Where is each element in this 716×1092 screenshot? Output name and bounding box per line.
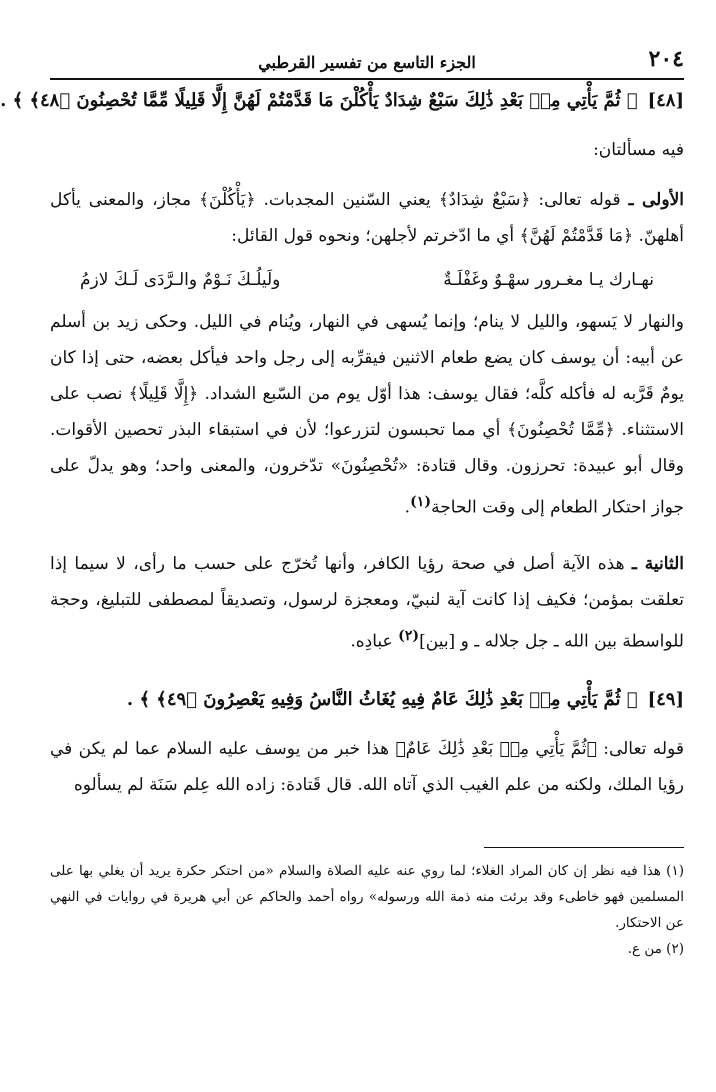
first-issue-continuation-text: والنهار لا يَسهو، والليل لا ينام؛ وإنما يُسهى في النهار، ويُنام في الليل. وحكى زيد بن أسلم عن أبيه: أن يوسف كان يضع طعام الاثنين فيقرِّبه إلى رجل واحد فيأكل بعضه، حتى إذا كان يومٌ قَرَّبه له فأكله كلَّه؛ فقال يوسف: هذا أوّل يوم من السّبع الشداد. ﴿إِلَّا قَلِيلًا﴾ نصب على الاستثناء. ﴿مِّمَّا تُحْصِنُونَ﴾ أي مما تحبسون لتزرعوا؛ لأن في استبقاء البذر تحصين الأقوات. وقال أبو عبيدة: تحرزون. وقال قتادة: «تُحْصِنُونَ» تدّخرون، والمعنى واحد؛ وهو يدلّ على جواز احتكار الطعام إلى وقت الحاجة <box>50 312 684 518</box>
verse-text: ﴿ ثُمَّ يَأْتِي مِنۢ بَعْدِ ذَٰلِكَ سَبْعٌ شِدَادٌ يَأْكُلْنَ مَا قَدَّمْتُمْ لَهُنَّ إِلَّا قَلِيلًا مِّمَّا تُحْصِنُونَ ﴿٤٨﴾ ﴾ . <box>0 90 638 111</box>
poem-verse <box>50 260 684 300</box>
second-issue-end: عبادِه. <box>350 631 399 652</box>
first-issue-continuation <box>50 304 684 526</box>
footnote-ref-1[interactable]: (١) <box>410 494 432 510</box>
verse-number: [٤٩] <box>647 689 684 711</box>
punctuation: . <box>404 497 411 518</box>
issues-intro: فيه مسألتان: <box>593 140 684 160</box>
page-header <box>50 38 684 80</box>
poem-hemistich-left: ولَيلُـكَ نَـوْمٌ والـرَّدَى لَـكَ لازمُ <box>80 270 281 290</box>
footnote-ref-2[interactable]: (٢) <box>398 627 420 644</box>
running-title: الجزء التاسع من تفسير القرطبي <box>258 53 476 72</box>
first-issue-label: الأولى ـ <box>628 190 684 210</box>
second-issue-text: هذه الآية أصل في صحة رؤيا الكافر، وأنها تُخرّج على حسب ما رأى، لا سيما إذا تعلقت بمؤمن؛ فكيف إذا كانت آية لنبيّ، ومعجزة لرسول، وتصديقاً لمصطفى للتبليغ، وحجة للواسطة بين الله ـ جل جلاله ـ و [بين] <box>50 553 684 652</box>
verse-49-commentary: قوله تعالى: ﴿ثُمَّ يَأْتِي مِنۢ بَعْدِ ذَٰلِكَ عَامٌ﴾ هذا خبر من يوسف عليه السلام عما لم يكن في رؤيا الملك، ولكنه من علم الغيب الذي آتاه الله. قال قَتادة: زاده الله عِلم سَنَة لم يسألوه <box>50 739 684 796</box>
verse-49 <box>50 683 684 717</box>
poem-hemistich-right: نهـارك يـا مغـرور سهْـوٌ وغَفْلَـةٌ <box>443 270 654 290</box>
page-number: ٢٠٤ <box>648 46 684 72</box>
footnote-2: (٢) من ع. <box>627 941 684 958</box>
footnote-1: (١) هذا فيه نظر إن كان المراد الغلاء؛ لما روي عنه عليه الصلاة والسلام «من احتكر حكرة يريد أن يغلي بها على المسلمين فهو خاطىء وقد برئت منه ذمة الله ورسوله» رواه أحمد والحاكم عن أبي هريرة في روايات في النهي عن الاحتكار. <box>50 863 684 932</box>
footnote-divider <box>484 847 684 848</box>
verse-text: ﴿ ثُمَّ يَأْتِي مِنۢ بَعْدِ ذَٰلِكَ عَامٌ فِيهِ يُغَاثُ النَّاسُ وَفِيهِ يَعْصِرُونَ ﴿٤٩﴾ ﴾ . <box>126 689 638 711</box>
page <box>0 38 684 962</box>
verse-48 <box>0 84 684 118</box>
first-issue-text: قوله تعالى: ﴿سَبْعٌ شِدَادٌ﴾ يعني السّنين المجدبات. ﴿يَأْكُلْنَ﴾ مجاز، والمعنى يأكل أهلهنّ. ﴿مَا قَدَّمْتُمْ لَهُنَّ﴾ أي ما ادّخرتم لأجلهن؛ ونحوه قول القائل: <box>50 190 684 246</box>
verse-number: [٤٨] <box>647 90 684 111</box>
second-issue-paragraph <box>50 546 684 660</box>
first-issue-paragraph <box>50 182 684 254</box>
second-issue-label: الثانية ـ <box>631 553 684 574</box>
